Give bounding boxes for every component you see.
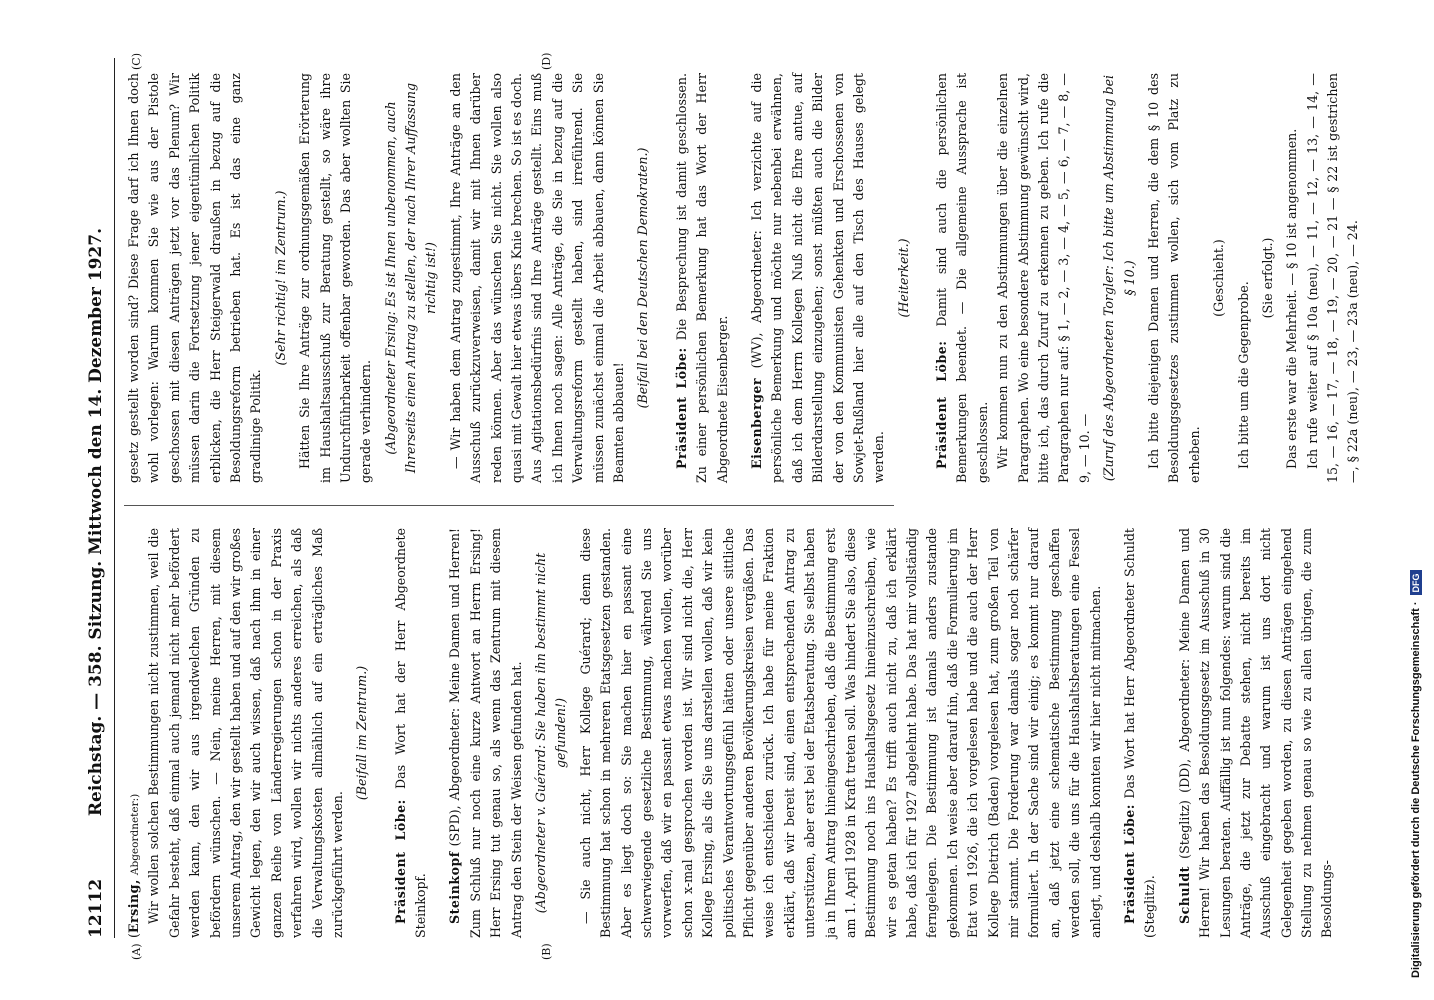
right-column — [124, 73, 1364, 483]
reaction: (Geschieht.) — [1211, 239, 1227, 317]
paragraph: — Sie auch nicht, Herr Kollege Guérard; denn diese Bestimmung hat schon in mehreren Etatsgesetzen gestanden. Aber es liegt doch so: Sie machen hier en passant eine schwerwiegende gesetzliche Bestimmung, während Sie uns vorwerfen, daß wir en passant etwas machen wollen, worüber schon x-mal gesprochen worden ist. Wir sind nicht die, Herr Kollege Ersing, als die Sie uns darstellen wollen, daß wir kein politisches Verantwortungsgefühl hätten oder unsere sittliche Pflicht gegenüber anderen Bevölkerungskreisen vergäßen. Das weise ich entschieden zurück. Ich habe für meine Fraktion erklärt, daß wir bereit sind, einen entsprechenden Antrag zu unterstützen, aber erst bei der Etatsberatung. Sie selbst haben ja in Ihrem Antrag hineingeschrieben, daß die Bestimmung erst am 1. April 1928 in Kraft treten soll. Was hindert Sie also, diese Bestimmung noch ins Haushaltsgesetz hineinzuschreiben, wie wir es getan haben? Es trifft auch nicht zu, daß ich erklärt habe, daß ich für 1927 abgelehnt habe. Das hat mir vollständig ferngelegen. Die Bestimmung ist damals anders zustande gekommen. Ich weise aber darauf hin, daß die Formulierung im Etat von 1926, die ich vorgelesen habe und die auch der Herr Kollege Dietrich (Baden) vorgelesen hat, zum großen Teil von mir stammt. Die Forderung war damals sogar noch schärfer formuliert. In der Sache sind wir einig; es kommt nur darauf an, daß jetzt eine schematische Bestimmung geschaffen werden soll, die uns für die Haushaltsberatungen eine Fessel anlegt, und deshalb konnten wir hier nicht mitmachen. — [577, 528, 1103, 938]
paragraph: Ich bitte diejenigen Damen und Herren, die dem § 10 des Besoldungsgesetzes zustimmen wollen, sich vom Platz zu erheben. — [1145, 73, 1202, 483]
paragraph: Präsident Löbe: Das Wort hat der Herr Abgeordnete Steinkopf. — [392, 528, 429, 938]
speaker-name: Schuldt — [1176, 866, 1192, 924]
paragraph: Wir kommen nun zu den Abstimmungen über die einzelnen Paragraphen. Wo eine besondere Abstimmung gewünscht wird, bitte ich, das durch Zuruf zu erkennen zu geben. Ich rufe die Paragraphen nur auf: § 1, — 2, — 3, — 4, — 5, — 6, — 7, — 8, — 9, — 10. — — [995, 73, 1092, 483]
paragraph: Ich bitte um die Gegenprobe. — [1235, 281, 1251, 469]
speaker-name: Steinkopf — [447, 851, 463, 924]
paragraph: Steinkopf (SPD), Abgeordneter: Meine Damen und Herren! Zum Schluß nur noch eine kurze Antwort an Herrn Ersing! Herr Ersing tut genau so, als wenn das Zentrum mit diesem Antrag den Stein der Weisen gefunden hat. — [447, 528, 524, 938]
speaker-name: Eisenberger — [748, 377, 764, 469]
page-number: 12112 — [86, 878, 106, 938]
paragraph: Hätten Sie Ihre Anträge zur ordnungsgemäßen Erörterung im Haushaltsausschuß zur Beratung gestellt, so wäre ihre Undurchführbarkeit offenbar geworden. Das aber wollten Sie gerade verhindern. — [297, 73, 374, 483]
reaction: (Zuruf des Abgeordneten Torgler: Ich bitte um Abstimmung bei § 10.) — [1101, 74, 1137, 482]
paragraph: Wir wollen solchen Bestimmungen nicht zustimmen, weil die Gefahr besteht, daß einmal auch jemand nicht mehr befördert werden kann, den wir aus irgendwelchen Gründen zu befördern wünschen. — Nein, meine Herren, mit diesem unserem Antrag, den wir gestellt haben und auf den wir großes Gewicht legen, den wir auch wissen, daß nach ihm in einer ganzen Reihe von Länderregierungen schon in der Praxis verfahren wird, wollen wir nichts anderes erreichen, als daß die Verwaltungskosten allmählich auf ein erträgliches Maß zurückgeführt werden. — [146, 528, 345, 938]
paragraph: Eisenberger (WV), Abgeordneter: Ich verzichte auf die persönliche Bemerkung und möchte nur nebenbei erwähnen, daß ich dem Herrn Kollegen Nuß nicht die Ehre antue, auf Bilderdarstellung einzugehen; sonst müßten auch die Bilder der von den Kommunisten Gehenkten und Erschossenen von Sowjet-Rußland hier alle auf den Tisch des Hauses gelegt werden. — [748, 73, 887, 483]
paragraph: (Ersing, Abgeordneter:) — [126, 793, 141, 938]
reaction: (Sie erfolgt.) — [1259, 237, 1275, 319]
speaker-name: Präsident Löbe: — [392, 799, 408, 924]
paragraph: gesetz gestellt worden sind? Diese Frage darf ich Ihnen doch wohl vorlegen: Warum kommen Sie wie aus der Pistole geschossen mit diesen Anträgen jetzt vor das Plenum? Wir müssen darin die Fortsetzung jener eigentümlichen Politik erblicken, die Herr Steigerwald draußen in bezug auf die Besoldungsreform betrieben hat. Es ist das eine ganz gradlinige Politik. — [126, 73, 264, 483]
funding-notice-text: Digitalisierung gefördert durch die Deutsche Forschungsgemeinschaft · — [1410, 601, 1422, 978]
margin-mark-b: (B) — [540, 943, 553, 960]
speaker-name: Präsident Löbe: — [934, 340, 950, 469]
speaker-role: Abgeordneter:) — [129, 793, 141, 876]
page-title: Reichstag. — 358. Sitzung. Mittwoch den 14. Dezember 1927. — [86, 228, 106, 817]
paragraph: Ich rufe weiter auf § 10a (neu), — 11, — 12, — 13, — 14, — 15, — 16, — 17, — 18, — 19, — 20, — 21 — § 22 ist gestrichen —, § 22a (neu), — 23, — 23a (neu), — 24. — [1304, 73, 1361, 483]
funding-notice — [1410, 570, 1422, 978]
paragraph: — Wir haben dem Antrag zugestimmt, Ihre Anträge an den Ausschuß zurückzuverweisen, damit wir mit Ihnen darüber reden können. Aber das wünschen Sie nicht. Sie wollen also quasi mit Gewalt hier etwas übers Knie brechen. So ist es doch. Aus Agitationsbedürfnis sind Ihre Anträge gestellt. Eins muß ich Ihnen noch sagen: Alle Anträge, die Sie in bezug auf die Verwaltungsreform gestellt haben, sind irreführend. Sie müssen zunächst einmal die Arbeit abbauen, dann können Sie Beamten abbauen! — [447, 73, 626, 483]
speaker-name: Präsident Löbe: — [1121, 804, 1137, 924]
paragraph: Präsident Löbe: Damit sind auch die persönlichen Bemerkungen beendet. — Die allgemeine Aussprache ist geschlossen. — [934, 73, 990, 483]
dfg-logo: DFG — [1410, 570, 1422, 595]
reaction: (Heiterkeit.) — [895, 238, 911, 318]
paragraph: Das erste war die Mehrheit. — § 10 ist angenommen. — [1284, 128, 1300, 469]
header-rule — [114, 58, 115, 938]
paragraph: Präsident Löbe: Das Wort hat Herr Abgeordneter Schuldt (Steglitz). — [1121, 528, 1158, 938]
margin-mark-a: (A) — [130, 943, 143, 960]
rotated-page — [80, 52, 1380, 960]
reaction: (Sehr richtig! im Zentrum.) — [272, 190, 288, 366]
speaker-name: Präsident Löbe: — [673, 347, 689, 469]
reaction: (Beifall im Zentrum.) — [354, 665, 370, 801]
left-column — [124, 528, 1338, 938]
reaction: (Abgeordneter Ersing: Es ist Ihnen unbenommen, auch Ihrerseits einen Antrag zu stellen, der nach Ihrer Auffassung richtig ist!) — [382, 82, 439, 474]
speaker-name: Ersing, — [126, 879, 141, 934]
reaction: (Beifall bei den Deutschen Demokraten.) — [635, 147, 651, 409]
paragraph: Schuldt (Steglitz) (DD), Abgeordneter: Meine Damen und Herren! Wir haben das Besoldungsgesetz im Ausschuß in 30 Lesungen beraten. Auffällig ist nun folgendes: warum sind die Anträge, die jetzt zur Debatte stehen, nicht bereits im Ausschuß eingebracht und warum ist uns dort nicht Gelegenheit gegeben worden, zu diesen Anträgen eingehend Stellung zu nehmen genau so wie zu allen übrigen, die zum Besoldungs- — [1176, 528, 1335, 938]
margin-mark-c: (C) — [130, 53, 143, 70]
paragraph: Präsident Löbe: Die Besprechung ist damit geschlossen. Zu einer persönlichen Bemerkung hat das Wort der Herr Abgeordnete Eisenberger. — [673, 73, 730, 483]
column-divider — [124, 505, 894, 506]
margin-mark-d: (D) — [540, 52, 553, 70]
page-header — [80, 58, 112, 938]
reaction: (Abgeordneter v. Guérard: Sie haben ihn bestimmt nicht gefunden!) — [533, 552, 569, 914]
